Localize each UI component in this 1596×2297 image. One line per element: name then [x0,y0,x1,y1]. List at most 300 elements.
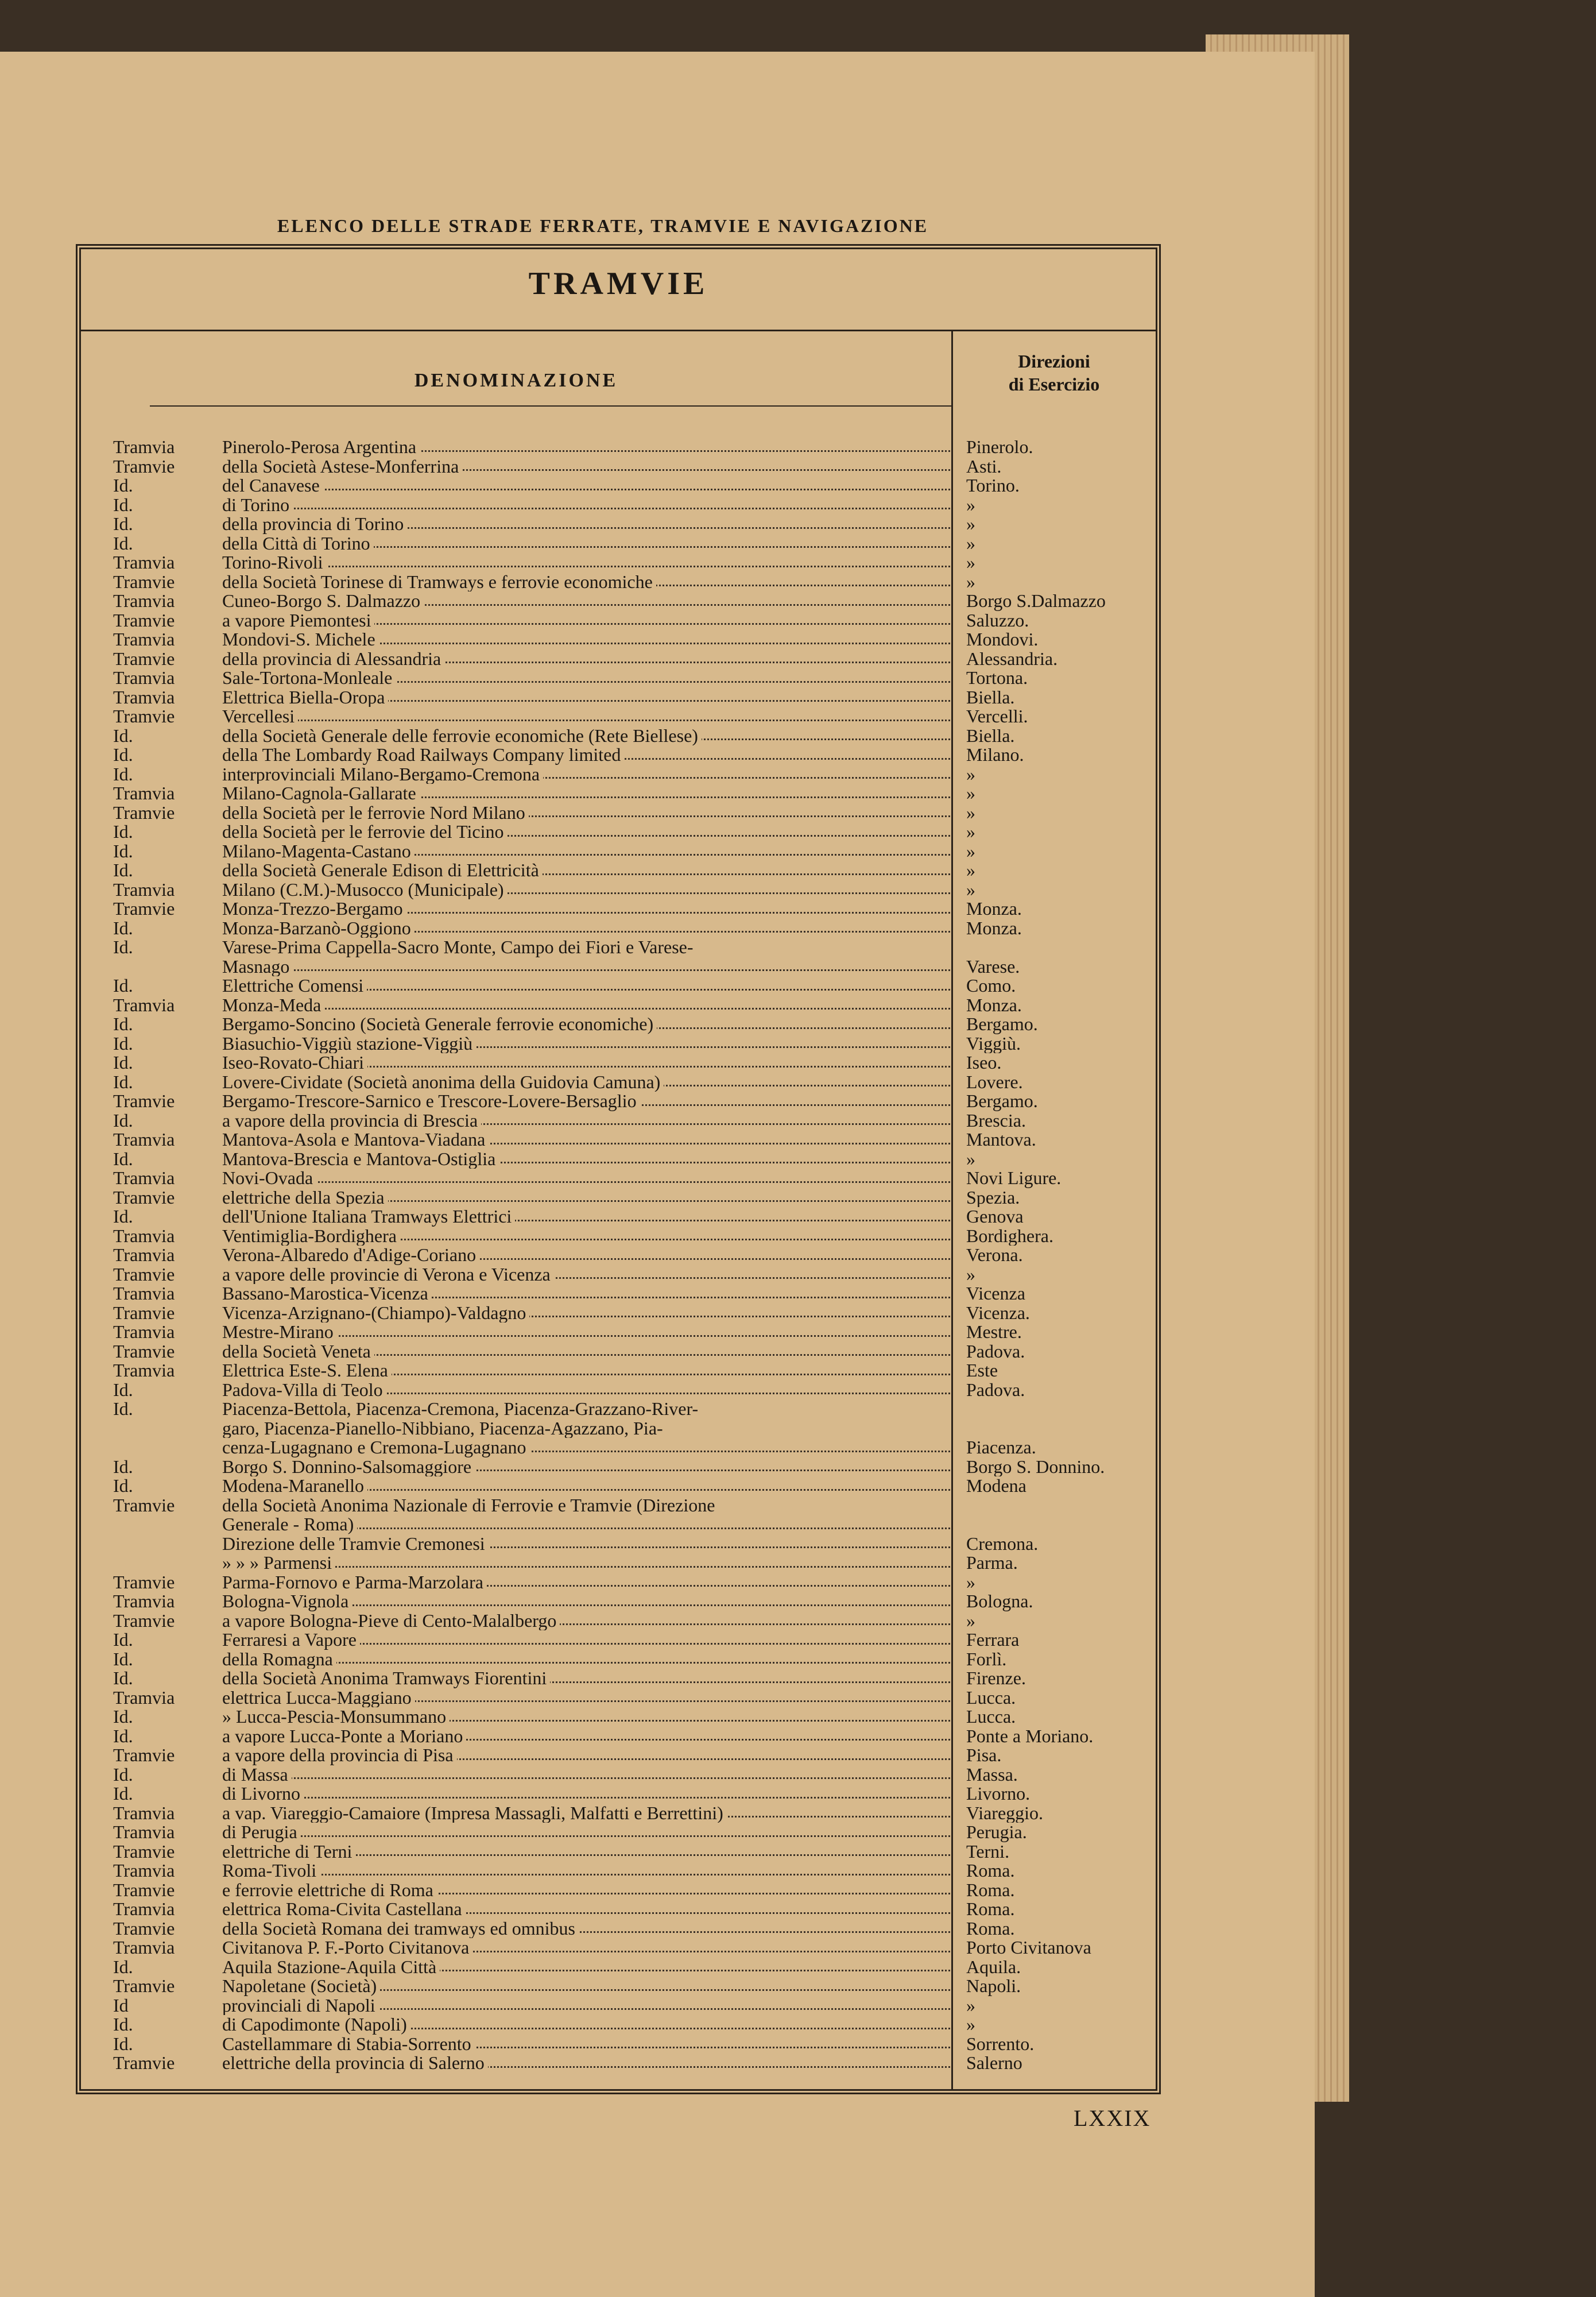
row-lead: Tramvie [113,1919,175,1938]
row-lead: Id. [113,1726,133,1746]
row-lead: Id. [113,2015,133,2035]
row-lead [113,1534,222,1554]
row-lead: Id. [113,1707,133,1727]
row-denominazione [222,1938,954,1958]
table-row [113,842,1152,861]
row-denominazione-text: della Città di Torino [222,534,374,554]
row-direzione: Lucca. [966,1707,1016,1727]
row-denominazione [222,1900,954,1919]
row-denominazione-text: Borgo S. Donnino-Salsomaggiore [222,1457,475,1477]
table-row [113,515,1152,534]
row-denominazione [222,1958,954,1977]
row-lead [113,1419,222,1438]
row-denominazione [222,611,954,631]
row-lead: Tramvia [113,784,175,803]
row-denominazione [222,1169,954,1188]
row-lead: Id. [113,822,133,842]
row-lead: Id. [113,533,133,553]
title-rule [81,330,1156,331]
table-row [113,919,1152,938]
table-row [113,2054,1152,2073]
row-denominazione [222,591,954,611]
table-row [113,707,1152,726]
table-row [113,1053,1152,1073]
column-header-direzioni-line1: Direzioni [1018,351,1090,372]
row-direzione: » [966,553,975,573]
row-denominazione-text: Ventimiglia-Bordighera [222,1227,400,1246]
row-direzione: Lucca. [966,1688,1016,1707]
table-row [113,553,1152,573]
row-denominazione [222,1842,954,1862]
table-title: TRAMVIE [528,266,708,301]
row-direzione: Roma. [966,1861,1015,1881]
row-lead: Id. [113,1765,133,1784]
row-denominazione [222,649,954,669]
row-denominazione-text: della Società Romana dei tramways ed omnibus [222,1919,579,1939]
table-row [113,1073,1152,1092]
row-denominazione [222,1573,954,1592]
row-lead: Tramvia [113,1361,175,1380]
row-denominazione [222,1669,954,1688]
row-lead: Tramvia [113,1592,175,1611]
row-direzione: Torino. [966,476,1020,496]
row-denominazione [222,1804,954,1823]
column-header-denominazione: DENOMINAZIONE [414,370,618,391]
row-denominazione-text: interprovinciali Milano-Bergamo-Cremona [222,765,543,784]
row-denominazione [222,996,954,1015]
row-lead: Tramvia [113,1246,175,1265]
row-direzione: Varese. [966,957,1020,976]
row-denominazione [222,1727,954,1746]
row-denominazione-text: della Romagna [222,1650,336,1669]
table-row [113,1996,1152,2016]
row-lead: Id. [113,515,133,534]
table-row [113,822,1152,842]
row-denominazione-text: Napoletane (Società) [222,1977,380,1996]
row-denominazione [222,1322,954,1342]
row-lead: Tramvie [113,1611,175,1630]
row-lead: Tramvia [113,1130,175,1150]
row-lead: Tramvia [113,1226,175,1246]
row-direzione: Iseo. [966,1053,1002,1073]
row-denominazione [222,1977,954,1996]
row-denominazione-text: a vapore Piemontesi [222,611,374,631]
table-row [113,1438,1152,1457]
row-denominazione [222,726,954,746]
row-denominazione [222,1881,954,1900]
row-direzione: Mestre. [966,1322,1022,1342]
row-direzione: » [966,1996,975,2015]
row-lead: Tramvie [113,1495,175,1515]
row-denominazione [222,1496,954,1515]
row-lead: Id. [113,1015,133,1034]
table-row [113,1150,1152,1169]
row-direzione: Pinerolo. [966,438,1033,457]
row-denominazione [222,1515,954,1534]
table-row [113,1111,1152,1131]
row-lead: Tramvia [113,553,175,573]
row-denominazione-text: Verona-Albaredo d'Adige-Coriano [222,1246,479,1265]
row-denominazione-text: » Lucca-Pescia-Monsummano [222,1707,450,1727]
row-denominazione [222,553,954,573]
row-lead: Tramvie [113,1572,175,1592]
row-direzione: » [966,1264,975,1284]
row-lead: Tramvia [113,1284,175,1304]
row-denominazione-text: Vercellesi [222,707,298,726]
row-denominazione-text: di Perugia [222,1823,301,1842]
row-lead: Id. [113,938,133,957]
row-lead: Tramvia [113,995,175,1015]
table-row [113,1842,1152,1862]
row-denominazione-text: dell'Unione Italiana Tramways Elettrici [222,1207,515,1227]
table-row [113,591,1152,611]
row-denominazione [222,1765,954,1785]
row-denominazione-text: Lovere-Cividate (Società anonima della Guidovia Camuna) [222,1073,664,1092]
row-direzione: Alessandria. [966,649,1058,668]
row-lead: Tramvia [113,1169,175,1188]
row-lead: Tramvie [113,2054,175,2073]
row-denominazione-text: Parma-Fornovo e Parma-Marzolara [222,1573,487,1592]
row-denominazione [222,1150,954,1169]
row-direzione: Milano. [966,745,1024,765]
row-denominazione [222,976,954,996]
row-denominazione [222,476,954,496]
row-direzione: Porto Civitanova [966,1938,1091,1958]
row-lead: Tramvia [113,438,175,457]
row-direzione: Bordighera. [966,1226,1053,1246]
row-denominazione-text: cenza-Lugagnano e Cremona-Lugagnano [222,1438,530,1457]
row-direzione: Viggiù. [966,1034,1021,1053]
table-row [113,1804,1152,1823]
table-row [113,996,1152,1015]
row-lead: Tramvie [113,1746,175,1765]
row-denominazione [222,438,954,457]
row-denominazione-text: della Società Anonima Tramways Fiorentini [222,1669,550,1688]
row-denominazione [222,745,954,765]
row-lead: Id. [113,1149,133,1169]
row-denominazione-text: Pinerolo-Perosa Argentina [222,438,420,457]
row-denominazione [222,1207,954,1227]
row-denominazione-text: di Massa [222,1765,292,1785]
row-lead: Tramvie [113,1092,175,1111]
table-row [113,1727,1152,1746]
row-direzione: » [966,515,975,534]
row-direzione: Terni. [966,1842,1010,1861]
row-direzione: Roma. [966,1880,1015,1900]
row-denominazione-text: » » » Parmensi [222,1553,335,1573]
table-row [113,534,1152,554]
row-direzione [954,1515,1152,1534]
row-denominazione-text: Sale-Tortona-Monleale [222,668,396,688]
row-denominazione [222,534,954,554]
table-row [113,1361,1152,1380]
row-direzione: Modena [966,1476,1026,1496]
table-row [113,1784,1152,1804]
row-denominazione [222,765,954,784]
row-direzione: Novi Ligure. [966,1169,1062,1188]
row-denominazione-text: a vapore delle provincie di Verona e Vicenza [222,1265,554,1285]
row-denominazione [222,1073,954,1092]
row-denominazione-text: a vapore Lucca-Ponte a Moriano [222,1727,466,1746]
row-direzione: Asti. [966,457,1002,476]
row-denominazione-text: Elettrica Este-S. Elena [222,1361,392,1380]
row-denominazione [222,630,954,649]
row-denominazione-text: di Livorno [222,1784,304,1804]
row-direzione: Salerno [966,2054,1022,2073]
row-direzione: Forlì. [966,1649,1007,1669]
row-direzione: Tortona. [966,668,1028,688]
table-row [113,1034,1152,1054]
row-denominazione-text: Bassano-Marostica-Vicenza [222,1284,432,1304]
row-denominazione-text: Castellammare di Stabia-Sorrento [222,2035,475,2054]
row-denominazione [222,496,954,515]
row-denominazione [222,1361,954,1380]
table-row [113,438,1152,457]
row-lead: Id. [113,1630,133,1650]
row-direzione: Genova [966,1207,1024,1227]
table-row [113,976,1152,996]
row-denominazione [222,2015,954,2035]
row-direzione: Cremona. [966,1534,1039,1553]
row-lead: Tramvia [113,687,175,707]
row-denominazione-text: elettriche della provincia di Salerno [222,2054,488,2073]
row-lead: Id. [113,726,133,745]
row-denominazione [222,1265,954,1285]
row-direzione: Ponte a Moriano. [966,1726,1094,1746]
row-denominazione [222,1592,954,1611]
row-lead: Tramvia [113,1900,175,1919]
row-denominazione-text: Generale - Roma) [222,1515,357,1534]
row-denominazione-text: di Capodimonte (Napoli) [222,2015,410,2035]
table-row [113,880,1152,900]
row-lead: Id [113,1996,129,2015]
row-lead: Tramvie [113,610,175,630]
row-denominazione-text: del Canavese [222,476,323,496]
row-denominazione [222,457,954,477]
table-row [113,1881,1152,1900]
row-denominazione-text: Civitanova P. F.-Porto Civitanova [222,1938,472,1958]
row-direzione [954,1496,1152,1515]
table-row [113,957,1152,977]
row-denominazione [222,1380,954,1400]
row-denominazione-text: Mestre-Mirano [222,1322,337,1342]
column-header-direzioni-line2: di Esercizio [1008,374,1100,395]
row-direzione: Roma. [966,1919,1015,1938]
row-denominazione [222,1034,954,1054]
row-denominazione-text: Bergamo-Soncino (Società Generale ferrovie economiche) [222,1015,657,1034]
row-denominazione-text: della Società per le ferrovie Nord Milano [222,803,529,823]
row-denominazione [222,784,954,803]
row-lead: Tramvia [113,591,175,611]
row-denominazione [222,1053,954,1073]
row-denominazione [222,938,954,957]
table-row [113,1919,1152,1939]
row-denominazione [222,573,954,592]
row-lead: Id. [113,1476,133,1496]
row-direzione: Mantova. [966,1130,1036,1150]
row-direzione: » [966,572,975,591]
table-row [113,1573,1152,1592]
row-direzione: Livorno. [966,1784,1031,1804]
table-row [113,861,1152,880]
row-denominazione-text: Ferraresi a Vapore [222,1630,360,1650]
row-denominazione-text: elettrica Lucca-Maggiano [222,1688,415,1708]
row-lead: Id. [113,1399,133,1419]
row-denominazione-text: della Società Generale delle ferrovie economiche (Rete Biellese) [222,726,702,746]
table-row [113,1669,1152,1688]
row-lead [113,957,222,977]
row-direzione: Viareggio. [966,1803,1044,1823]
row-direzione: Padova. [966,1380,1025,1399]
table-row [113,1592,1152,1611]
row-denominazione-text: Mantova-Asola e Mantova-Viadana [222,1130,489,1150]
row-lead: Id. [113,976,133,996]
row-lead: Id. [113,1457,133,1476]
row-lead: Tramvie [113,649,175,668]
row-denominazione [222,1111,954,1131]
row-lead: Tramvie [113,1341,175,1361]
row-direzione: Como. [966,976,1016,996]
table-row [113,1496,1152,1515]
table-row [113,1707,1152,1727]
table-row [113,1015,1152,1034]
row-direzione: » [966,880,975,899]
row-direzione: Vicenza. [966,1303,1030,1322]
row-lead: Id. [113,1034,133,1053]
table-row [113,1630,1152,1650]
row-denominazione-text: Direzione delle Tramvie Cremonesi [222,1534,489,1554]
row-denominazione-text: elettriche di Terni [222,1842,355,1862]
row-direzione: Saluzzo. [966,610,1029,630]
row-denominazione [222,1688,954,1708]
row-lead: Tramvie [113,1264,175,1284]
table-row [113,1688,1152,1708]
table-row [113,1958,1152,1977]
row-denominazione [222,1746,954,1765]
row-direzione [954,1399,1152,1419]
table-row [113,745,1152,765]
row-lead: Id. [113,1784,133,1804]
row-direzione: Padova. [966,1341,1025,1361]
row-denominazione [222,1534,954,1554]
row-denominazione-text: a vapore Bologna-Pieve di Cento-Malalbergo [222,1611,560,1631]
row-denominazione [222,880,954,900]
row-denominazione-text: Padova-Villa di Teolo [222,1380,386,1400]
table-row [113,1304,1152,1323]
row-denominazione [222,1092,954,1111]
row-direzione: Spezia. [966,1188,1020,1207]
table-row [113,1227,1152,1246]
row-denominazione-text: della Società Veneta [222,1342,374,1362]
row-denominazione-text: della Società Anonima Nazionale di Ferrovie e Tramvie (Direzione [222,1496,718,1515]
row-denominazione-text: Piacenza-Bettola, Piacenza-Cremona, Piacenza-Grazzano-River- [222,1399,702,1419]
row-denominazione [222,2035,954,2054]
row-lead: Tramvie [113,1188,175,1207]
row-denominazione [222,1919,954,1939]
row-denominazione-text: a vapore della provincia di Pisa [222,1746,457,1765]
row-denominazione-text: Milano-Cagnola-Gallarate [222,784,420,803]
row-denominazione [222,707,954,726]
row-lead [113,1515,222,1534]
table-row [113,1342,1152,1362]
column-header-direzioni [953,350,1155,396]
row-denominazione-text: Modena-Maranello [222,1476,367,1496]
table-row [113,1823,1152,1842]
table-row [113,1265,1152,1285]
row-direzione: Monza. [966,995,1022,1015]
row-direzione: Aquila. [966,1957,1021,1977]
row-denominazione-text: Milano (C.M.)-Musocco (Municipale) [222,880,508,900]
row-direzione: Parma. [966,1553,1018,1573]
row-lead [113,1438,222,1457]
row-direzione: Brescia. [966,1111,1026,1130]
row-direzione: Perugia. [966,1823,1027,1842]
row-lead: Tramvia [113,880,175,899]
row-denominazione [222,1823,954,1842]
row-direzione: Biella. [966,726,1015,745]
table-row [113,1900,1152,1919]
row-denominazione [222,668,954,688]
row-denominazione [222,1630,954,1650]
row-lead: Id. [113,1207,133,1227]
header-rule [150,405,951,407]
row-denominazione-text: Novi-Ovada [222,1169,316,1188]
row-denominazione-text: Monza-Trezzo-Bergamo [222,899,406,919]
row-denominazione [222,803,954,823]
table-row [113,1188,1152,1208]
row-direzione: Roma. [966,1900,1015,1919]
row-denominazione [222,515,954,534]
row-direzione: Mondovi. [966,630,1039,649]
row-denominazione-text: provinciali di Napoli [222,1996,379,2016]
row-direzione: » [966,1149,975,1169]
row-denominazione-text: Elettriche Comensi [222,976,367,996]
row-direzione: Este [966,1361,998,1380]
row-direzione: Borgo S. Donnino. [966,1457,1105,1476]
row-direzione: » [966,1572,975,1592]
row-denominazione [222,861,954,880]
row-denominazione-text: Torino-Rivoli [222,553,327,573]
table-row [113,1399,1152,1419]
row-lead: Tramvie [113,572,175,591]
row-direzione: » [966,784,975,803]
row-lead: Id. [113,1053,133,1073]
row-denominazione-text: della Società Torinese di Tramways e ferrovie economiche [222,573,656,592]
row-denominazione-text: Bergamo-Trescore-Sarnico e Trescore-Lovere-Bersaglio [222,1092,640,1111]
table-rows [113,438,1152,2073]
table-row [113,1861,1152,1881]
row-lead [113,1553,222,1573]
row-denominazione [222,1130,954,1150]
table-row [113,1938,1152,1958]
row-direzione: Bergamo. [966,1015,1038,1034]
row-denominazione [222,919,954,938]
row-denominazione-text: Aquila Stazione-Aquila Città [222,1958,440,1977]
row-denominazione-text: Monza-Meda [222,996,324,1015]
row-direzione: Monza. [966,899,1022,919]
row-denominazione [222,1438,954,1457]
row-lead: Id. [113,1957,133,1977]
table-row [113,1650,1152,1669]
row-denominazione-text: elettrica Roma-Civita Castellana [222,1900,466,1919]
row-denominazione-text: a vap. Viareggio-Camaiore (Impresa Massagli, Malfatti e Berrettini) [222,1804,727,1823]
row-lead: Id. [113,745,133,765]
row-lead: Id. [113,476,133,496]
table-row [113,1322,1152,1342]
table-row [113,1765,1152,1785]
row-lead: Tramvia [113,1688,175,1707]
row-direzione: Vicenza [966,1284,1025,1304]
